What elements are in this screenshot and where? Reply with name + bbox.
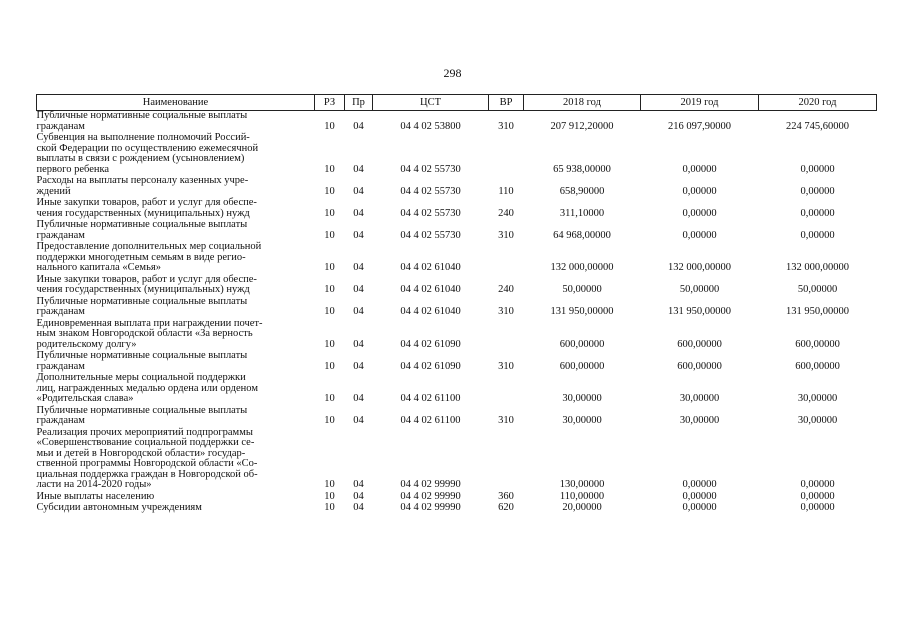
header-name: Наименование (37, 95, 315, 111)
row-2020-cell: 600,00000 (795, 360, 840, 372)
table-body (37, 111, 877, 514)
row-cst-cell: 04 4 02 61040 (400, 262, 461, 273)
row-rz-cell: 10 (324, 185, 335, 197)
row-vr-cell (489, 132, 524, 175)
row-vr-cell: 310 (498, 415, 514, 426)
row-2020-cell: 0,00000 (800, 479, 835, 490)
row-pr-cell: 04 (353, 502, 364, 513)
row-rz-cell: 10 (324, 229, 335, 241)
row-cst-cell: 04 4 02 61090 (400, 360, 461, 372)
row-2018-cell: 50,00000 (562, 284, 602, 295)
row-rz-cell: 10 (324, 120, 335, 132)
row-2020-cell: 0,00000 (800, 502, 835, 513)
row-cst-cell: 04 4 02 61040 (400, 284, 461, 295)
row-2020-cell: 50,00000 (797, 284, 838, 295)
row-rz-cell: 10 (324, 207, 335, 219)
row-name-cell: Публичные нормативные социальные выплаты гражданам (36, 404, 248, 426)
row-name-cell: Субсидии автономным учреждениям (36, 502, 202, 513)
row-2019-cell: 30,00000 (679, 415, 720, 426)
row-pr-cell: 04 (353, 479, 364, 490)
page-number: 298 (443, 66, 462, 80)
row-2019-cell: 0,00000 (682, 163, 717, 175)
row-2018-cell: 30,00000 (562, 393, 602, 404)
row-pr-cell: 04 (353, 393, 364, 404)
row-name-cell: Единовременная выплата при награждении почет- ным знаком Новгородской области «За верность родительскому долгу» (36, 317, 263, 350)
table-row (37, 274, 877, 296)
row-2019-cell: 0,00000 (682, 479, 717, 490)
row-2018-cell: 132 000,00000 (550, 262, 614, 273)
table-row (37, 219, 877, 241)
row-2018-cell: 131 950,00000 (550, 306, 614, 317)
row-vr-cell: 620 (498, 502, 514, 513)
table-row (37, 372, 877, 405)
row-cst-cell: 04 4 02 61100 (400, 415, 461, 426)
row-name-cell: Субвенция на выполнение полномочий Россий- ской Федерации по осуществлению ежемесячной выплаты в связи с рождением (усыновлением) первого ребенка (36, 132, 259, 175)
row-2018-cell: 65 938,00000 (553, 163, 611, 175)
row-vr-cell: 310 (498, 306, 514, 317)
row-pr-cell: 04 (353, 229, 364, 241)
row-2018-cell: 20,00000 (562, 502, 602, 513)
row-name-cell: Иные выплаты населению (36, 490, 155, 502)
row-cst-cell: 04 4 02 55730 (400, 207, 461, 219)
table-row (37, 241, 877, 274)
row-name-cell: Публичные нормативные социальные выплаты гражданам (36, 110, 248, 132)
row-2019-cell: 30,00000 (679, 393, 720, 404)
table-row (37, 350, 877, 372)
budget-table (36, 94, 877, 514)
row-name-cell: Публичные нормативные социальные выплаты гражданам (36, 295, 248, 317)
row-pr-cell: 04 (353, 306, 364, 317)
row-pr-cell: 04 (353, 490, 364, 502)
row-pr-cell: 04 (353, 262, 364, 273)
row-rz-cell: 10 (324, 306, 335, 317)
row-2018-cell: 130,00000 (559, 479, 605, 490)
row-2018-cell: 64 968,00000 (553, 229, 611, 241)
row-vr-cell: 240 (498, 207, 514, 219)
row-2019-cell: 132 000,00000 (668, 262, 731, 273)
table-row (37, 175, 877, 197)
table-row (37, 427, 877, 491)
row-2018-cell: 207 912,20000 (550, 120, 614, 132)
row-2019-cell: 131 950,00000 (668, 306, 731, 317)
table-row (37, 111, 877, 133)
row-cst-cell: 04 4 02 99990 (400, 502, 461, 513)
row-pr-cell: 04 (353, 415, 364, 426)
header-2020: 2020 год (759, 95, 877, 111)
row-name-cell: Дополнительные меры социальной поддержки лиц, награжденных медалью ордена или орденом «Родительская слава» (36, 372, 258, 404)
row-cst-cell: 04 4 02 55730 (400, 229, 461, 241)
row-name-cell: Реализация прочих мероприятий подпрограммы «Совершенствование социальной поддержки се- мьи и детей в Новгородской области» государ- ственной программы Новгородской области «Со- циальная поддержка граждан в Новгородской об- ласти на 2014-2020 годы» (36, 426, 258, 490)
row-pr-cell: 04 (353, 163, 364, 175)
row-vr-cell: 310 (498, 120, 514, 132)
row-2018-cell: 30,00000 (562, 415, 602, 426)
header-cst: ЦСТ (373, 95, 489, 111)
row-vr-cell (489, 427, 524, 491)
row-rz-cell: 10 (324, 338, 335, 350)
row-cst-cell: 04 4 02 61040 (400, 306, 461, 317)
header-pr: Пр (345, 95, 373, 111)
row-pr-cell: 04 (353, 207, 364, 219)
row-pr-cell: 04 (353, 185, 364, 197)
row-rz-cell: 10 (324, 284, 335, 295)
row-cst-cell: 04 4 02 53800 (400, 120, 461, 132)
header-vr: ВР (489, 95, 524, 111)
row-vr-cell (489, 241, 524, 274)
row-2018-cell: 110,00000 (559, 490, 605, 502)
row-2020-cell: 0,00000 (800, 185, 835, 197)
header-rz: РЗ (315, 95, 345, 111)
row-2020-cell: 0,00000 (800, 207, 835, 219)
table-row (37, 491, 877, 503)
row-2019-cell: 0,00000 (682, 207, 717, 219)
row-vr-cell: 360 (498, 490, 514, 502)
row-2019-cell: 600,00000 (677, 338, 722, 350)
row-2019-cell: 0,00000 (682, 229, 717, 241)
row-pr-cell: 04 (353, 360, 364, 372)
row-cst-cell: 04 4 02 55730 (400, 163, 461, 175)
row-2020-cell: 0,00000 (800, 490, 835, 502)
row-vr-cell (489, 318, 524, 351)
row-name-cell: Публичные нормативные социальные выплаты гражданам (36, 219, 248, 241)
row-2020-cell: 131 950,00000 (786, 306, 849, 317)
table-row (37, 132, 877, 175)
row-2020-cell: 30,00000 (797, 415, 838, 426)
row-name-cell: Предоставление дополнительных мер социальной поддержки многодетным семьям в виде регио- нального капитала «Семья» (36, 241, 262, 273)
row-cst-cell: 04 4 02 55730 (400, 185, 461, 197)
row-vr-cell: 310 (498, 360, 514, 372)
header-2018: 2018 год (524, 95, 641, 111)
row-2020-cell: 224 745,60000 (786, 120, 849, 132)
row-2020-cell: 0,00000 (800, 163, 835, 175)
row-cst-cell: 04 4 02 61100 (400, 393, 461, 404)
row-cst-cell: 04 4 02 99990 (400, 479, 461, 490)
row-rz-cell: 10 (324, 479, 335, 490)
row-name-cell: Иные закупки товаров, работ и услуг для обеспе- чения государственных (муниципальных) нужд (36, 197, 257, 219)
row-name-cell: Публичные нормативные социальные выплаты гражданам (36, 350, 248, 372)
row-vr-cell (489, 372, 524, 405)
row-2019-cell: 216 097,90000 (668, 120, 731, 132)
row-2020-cell: 0,00000 (800, 229, 835, 241)
row-2018-cell: 600,00000 (559, 338, 605, 350)
row-2020-cell: 600,00000 (795, 338, 840, 350)
row-2019-cell: 0,00000 (682, 490, 717, 502)
row-cst-cell: 04 4 02 99990 (400, 490, 461, 502)
row-vr-cell: 310 (498, 229, 514, 241)
row-2020-cell: 30,00000 (797, 393, 838, 404)
row-rz-cell: 10 (324, 393, 335, 404)
row-vr-cell: 110 (498, 185, 514, 197)
row-rz-cell: 10 (324, 163, 335, 175)
row-2019-cell: 0,00000 (682, 185, 717, 197)
row-pr-cell: 04 (353, 284, 364, 295)
table-row (37, 296, 877, 318)
table-row (37, 405, 877, 427)
row-rz-cell: 10 (324, 490, 335, 502)
row-rz-cell: 10 (324, 502, 335, 513)
row-2019-cell: 600,00000 (677, 360, 722, 372)
row-rz-cell: 10 (324, 415, 335, 426)
row-2019-cell: 0,00000 (682, 502, 717, 513)
row-2018-cell: 311,10000 (559, 207, 605, 219)
table-row (37, 318, 877, 351)
row-pr-cell: 04 (353, 120, 364, 132)
row-rz-cell: 10 (324, 262, 335, 273)
table-header-row (37, 95, 877, 111)
row-2018-cell: 658,90000 (559, 185, 605, 197)
header-2019: 2019 год (641, 95, 759, 111)
row-2020-cell: 132 000,00000 (786, 262, 849, 273)
row-pr-cell: 04 (353, 338, 364, 350)
row-2019-cell: 50,00000 (679, 284, 720, 295)
row-name-cell: Расходы на выплаты персоналу казенных учре- ждений (36, 175, 249, 197)
table-row (37, 197, 877, 219)
row-2018-cell: 600,00000 (559, 360, 605, 372)
row-cst-cell: 04 4 02 61090 (400, 338, 461, 350)
row-rz-cell: 10 (324, 360, 335, 372)
table-row (37, 502, 877, 514)
row-name-cell: Иные закупки товаров, работ и услуг для обеспе- чения государственных (муниципальных) нужд (36, 273, 257, 295)
row-vr-cell: 240 (498, 284, 514, 295)
